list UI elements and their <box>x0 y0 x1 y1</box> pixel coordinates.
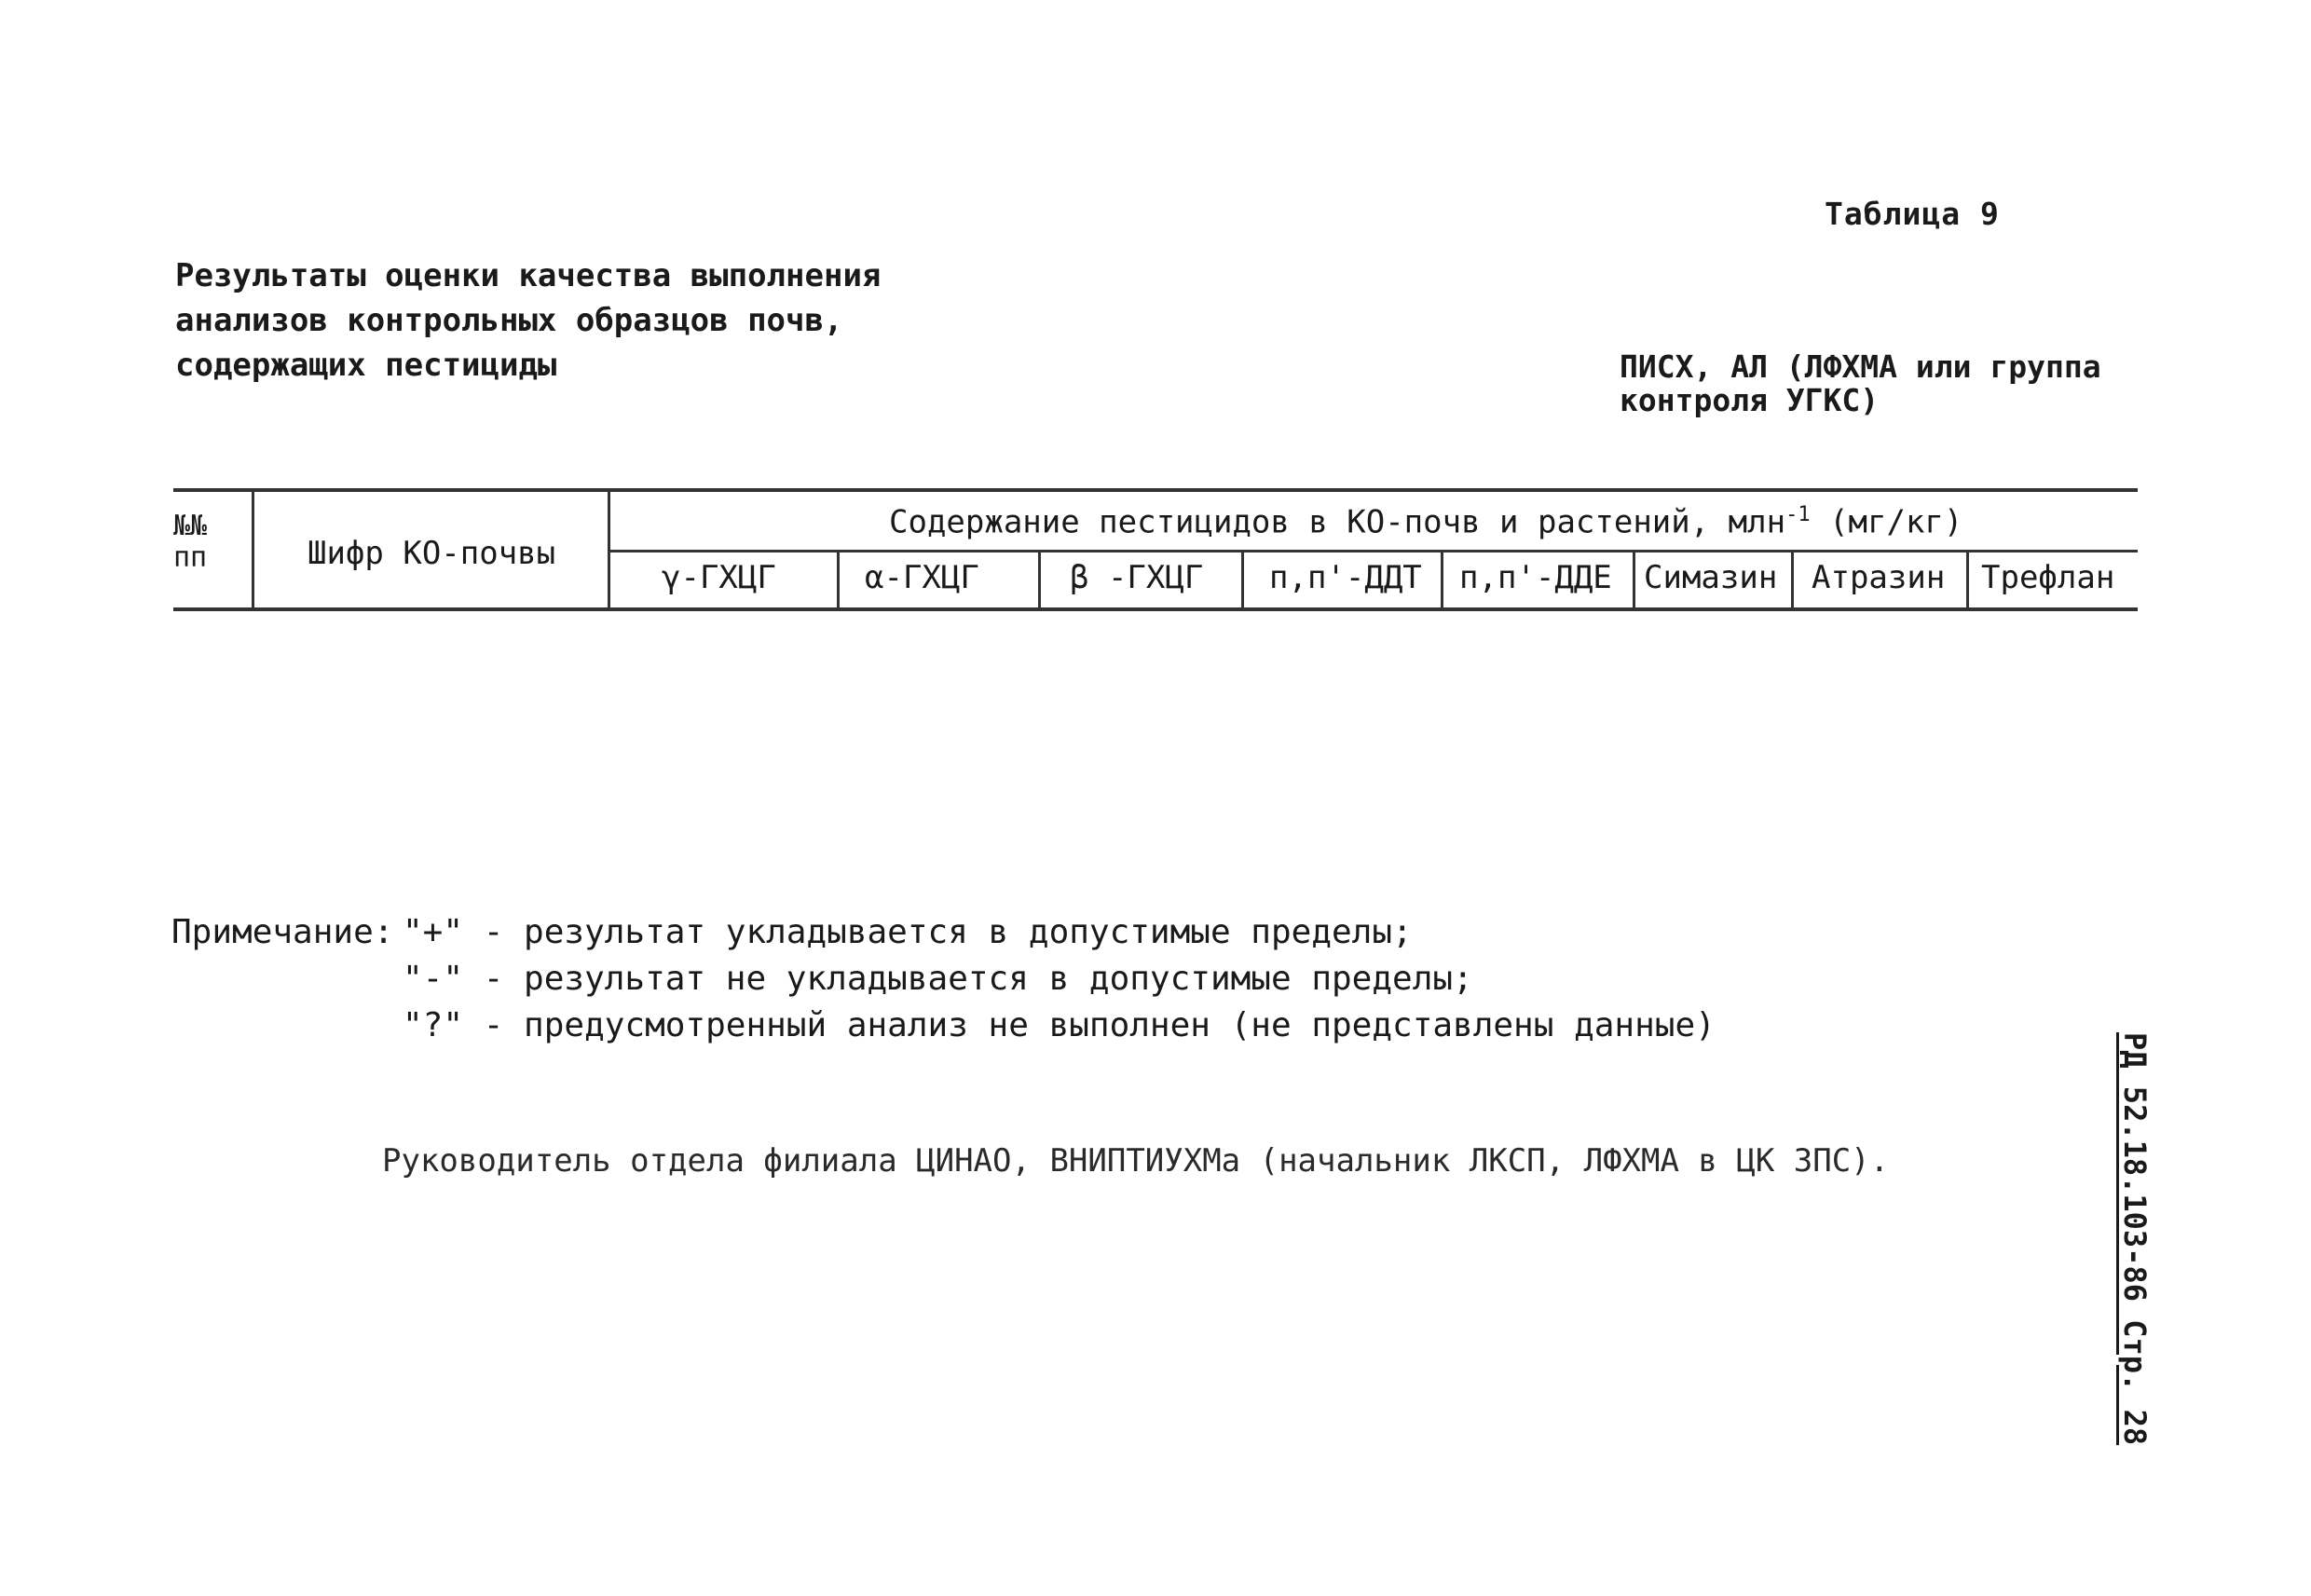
subcol-divider <box>837 552 840 607</box>
group-header-unit: (мг/кг) <box>1829 503 1963 541</box>
title-line-3: содержащих пестициды <box>175 347 557 384</box>
notes-label: Примечание: <box>171 913 394 951</box>
table-number: Таблица 9 <box>1825 196 2000 232</box>
table-divider <box>252 492 254 607</box>
subcol-divider <box>1038 552 1041 607</box>
title-line-1: Результаты оценки качества выполнения <box>175 257 882 294</box>
subcol-divider <box>1966 552 1969 607</box>
col-ddt: п,п'-ДДТ <box>1269 559 1422 596</box>
signature-line: Руководитель отдела филиала ЦИНАО, ВНИПТИУХМа (начальник ЛКСП, ЛФХМА в ЦК ЗПС). <box>382 1142 1890 1180</box>
col-dde: п,п'-ДДЕ <box>1459 559 1612 596</box>
col-treflan: Трефлан <box>1981 559 2115 596</box>
subcol-divider <box>1241 552 1244 607</box>
col-code-header: Шифр КО-почвы <box>308 535 556 572</box>
col-gamma-hch: γ-ГХЦГ <box>662 559 776 596</box>
subcol-divider <box>1633 552 1635 607</box>
note-line-plus: "+" - результат укладывается в допустимые пределы; <box>403 913 1413 951</box>
results-table <box>173 488 2138 611</box>
group-header-exponent: -1 <box>1785 503 1811 526</box>
title-line-2: анализов контрольных образцов почв, <box>175 302 843 339</box>
document-title <box>175 253 881 388</box>
subcol-divider <box>1791 552 1794 607</box>
col-alpha-hch: α-ГХЦГ <box>865 559 979 596</box>
note-line-minus: "-" - результат не укладывается в допустимые пределы; <box>403 960 1473 998</box>
col-number-header <box>173 511 207 574</box>
col-number-line-2: пп <box>173 541 208 574</box>
organization-block <box>1620 350 2101 417</box>
col-atrazine: Атразин <box>1812 559 1946 596</box>
document-code-stamp: РД 52.18.103-86 Стр. 28 <box>2117 1032 2153 1446</box>
group-header <box>889 503 1962 540</box>
subcol-divider <box>1441 552 1443 607</box>
col-simazine: Симазин <box>1644 559 1778 596</box>
group-header-text: Содержание пестицидов в КО-почв и растений, млн <box>889 503 1786 541</box>
org-line-1: ПИСХ, АЛ (ЛФХМА или группа <box>1620 348 2101 385</box>
col-beta-hch: β -ГХЦГ <box>1070 559 1204 596</box>
org-line-2: контроля УГКС) <box>1620 382 1880 418</box>
col-number-line-1: №№ <box>173 510 208 542</box>
note-line-question: "?" - предусмотренный анализ не выполнен (не представлены данные) <box>403 1006 1716 1044</box>
